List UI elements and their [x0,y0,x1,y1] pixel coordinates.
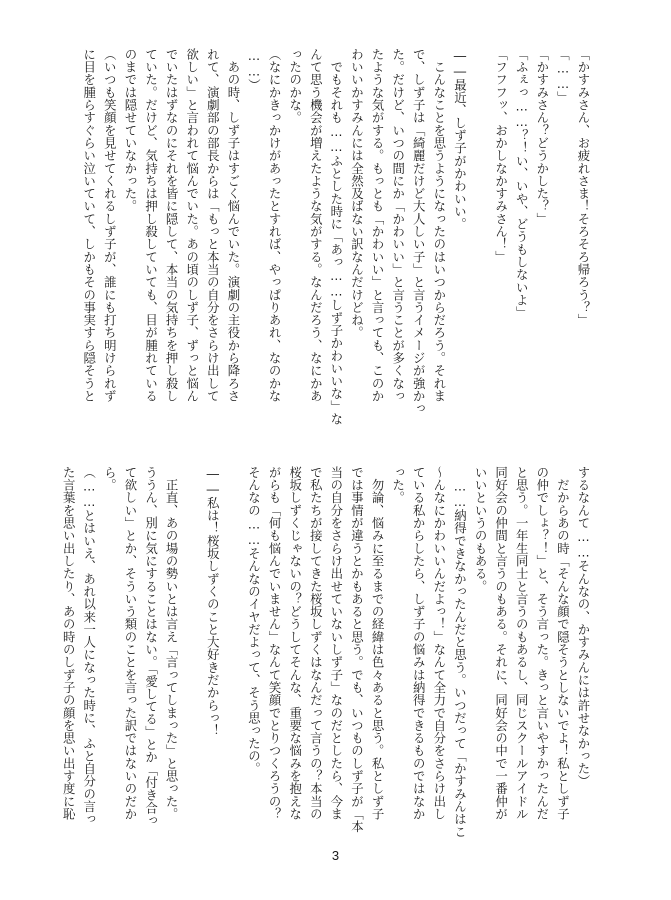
top-text-block [78,48,593,426]
text-line: ううん、別に気にすることはない。「愛してる」とか「付き合っ [143,466,159,827]
text-line: 欲しい」と言われて悩んでいた。あの頃のしず子、ずっと悩ん [184,48,200,403]
text-line: ……） [246,48,262,92]
text-line: 「ふぇっ……？！い、いや、どうもしないよ」 [514,48,530,319]
text-line: （いつも笑顔を見せてくれるしず子が、誰にも打ち明けられず [102,48,118,403]
text-line: そんなの……そんなのイヤだよって、そう思ったの。 [246,466,262,775]
text-line: がらも「何も悩んでいません」なんて笑顔でとりつくろうの？ [267,466,283,821]
bottom-text-block [58,466,593,839]
text-line: こんなことを思うようになったのはいつからだろう。それま [431,48,447,403]
text-line: と思う。一年生同士と言うのもあるし、同じスクールアイドル [514,466,530,821]
text-line: （……とはいえ、あれ以来一人になった時に、ふと自分の言っ [81,466,97,826]
text-line: で、しず子は「綺麗だけど大人しい子」と言うイメージが強かっ [411,48,427,415]
text-line [222,466,243,828]
text-line: ――私は！桜坂しずくのこと大好きだからっ！ [205,466,221,737]
text-line: ……納得できなかったんだと思う。いつだって「かすみんはこ [452,466,468,839]
page-number: 3 [331,848,340,863]
text-line: ったのかな。 [287,48,303,124]
text-line [181,466,202,828]
text-line: た。だけど、いつの間にか「かわいい」と言うことが多くなっ [390,48,406,403]
text-line: わいいかすみんには全然及ばない訳なんだけどね。 [349,48,365,339]
text-line: するなんて……そんなの、かすみんには許せなかった） [576,466,591,788]
text-line: だからあの時「そんな顔で隠そうとしないでよ！私としず子 [555,466,571,821]
text-line: 「……」 [555,48,571,104]
text-line: でもそれも……ふとした時に「あっ……しず子かわいいな」な [328,48,344,426]
text-line: ～んなにかわいいんだよっ！」なんて全力で自分をさらけ出し [431,466,447,821]
text-line: て欲しい」とか、そういう類のことを言った訳ではないのだか [122,466,138,821]
text-line: た言葉を思い出したり、あの時のしず子の顔を思い出す度に恥 [61,466,77,821]
text-line: んて思う機会が増えたような気がする。なんだろう、なにかあ [308,48,324,403]
text-line: のまでは隠せていなかった。 [122,48,138,213]
text-line: 当の自分をさらけ出せていないしず子」なのだとしたら、今ま [328,466,344,821]
text-line: った。 [390,466,406,504]
text-line [469,48,490,410]
text-line: 同好会の仲間と言うのもある。それに、同好会の中で一番仲が [493,466,509,821]
text-line: では事情が違うとかもあると思う。でも、いつものしず子が「本 [349,466,365,833]
text-line: （なにかきっかけがあったとすれば、やっぱりあれ、なのかな [267,48,283,403]
text-line: に目を腫らすぐらい泣いていて、しかもその事実すら隠そうと [81,48,97,403]
text-line: いいというのもある。 [473,466,489,593]
text-line: ――最近、しず子がかわいい。 [452,48,468,231]
text-line: ている私からしたら、しず子の悩みは納得できるものではなか [411,466,427,821]
text-line: 勿論、悩みに至るまでの経緯は色々あると思う。私としず子 [370,466,386,821]
text-line: れて、演劇部の部長からは「もっと本当の自分をさらけ出して [205,48,221,403]
text-line: 桜坂しずくじゃないの？どうしてそんな、重要な悩みを抱えな [287,466,303,821]
text-line: の仲でしょ？！」と、そう言った。きっと言いやすかったんだ [534,466,550,821]
text-line: たような気がする。もっとも「かわいい」と言っても、このか [370,48,386,403]
text-line: あの時、しず子はすごく悩んでいた。演劇の主役から降ろさ [225,48,241,403]
text-line: ていた。だけど、気持ちは押し殺していても、目が腫れている [143,48,159,403]
text-line: 正直、あの場の勢いとは言え「言ってしまった」と思った。 [164,466,180,821]
text-line: ら。 [102,466,118,492]
text-line: でいたはずなのにそれを皆に隠して、本当の気持ちを押し殺し [164,48,180,403]
text-line: 「フフフッ、おかしなかすみさん！」 [493,48,509,264]
text-line: 「かすみさん？どうかした？」 [534,48,550,226]
text-line: 「かすみさん、お疲れさま！そろそろ帰ろう？」 [576,48,591,327]
text-line: で私たちが接してきた桜坂しずくはなんだって言うの？本当の [308,466,324,821]
